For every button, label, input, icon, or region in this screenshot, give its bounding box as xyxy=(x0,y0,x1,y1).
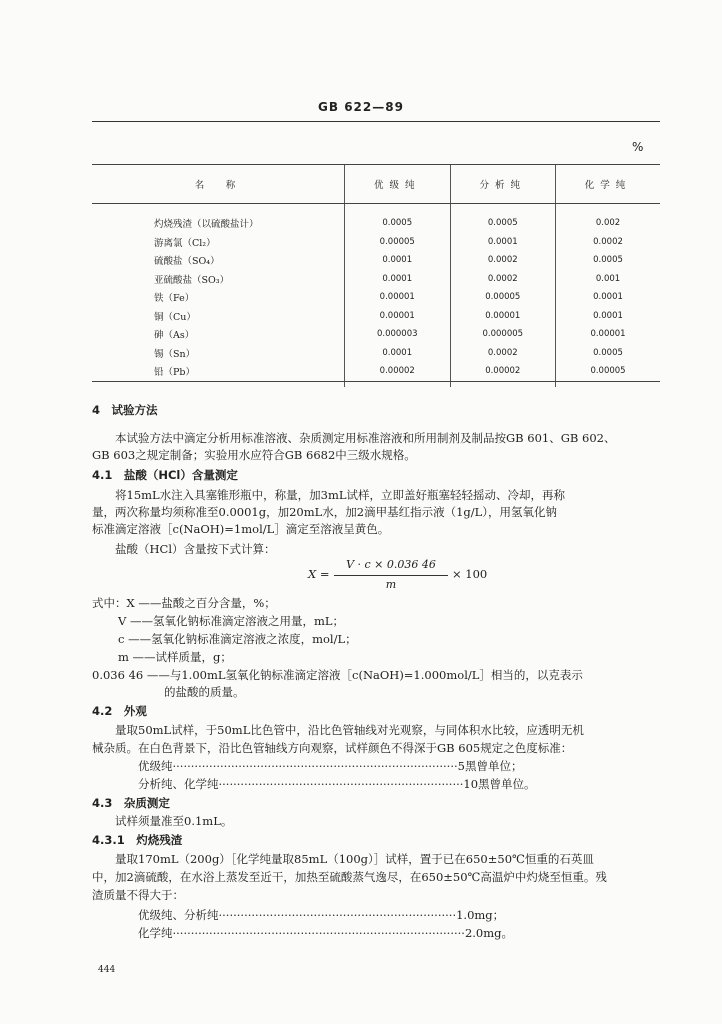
table-row xyxy=(92,344,660,363)
cell-cp: 0.0005 xyxy=(556,344,660,363)
s42-paragraph: 械杂质。在白色背景下，沿比色管轴线方向观察，试样颜色不得深于GB 605规定之色度标准： xyxy=(92,741,573,755)
section-4-2-title: 4.2 外观 xyxy=(92,704,147,718)
spec-table xyxy=(92,165,660,387)
table-row xyxy=(92,270,660,289)
cell-ar: 0.00005 xyxy=(450,288,556,307)
table-row xyxy=(92,251,660,270)
section-4-3-title: 4.3 杂质测定 xyxy=(92,796,170,810)
cell-gr: 0.00001 xyxy=(345,288,451,307)
cell-cp: 0.0001 xyxy=(556,288,660,307)
table-row xyxy=(92,325,660,344)
where-line: m ——试样质量，g； xyxy=(118,650,232,664)
where-line: V ——氢氧化钠标准滴定溶液之用量，mL； xyxy=(118,614,345,628)
s42-list-item: 优级纯··············································································5黑曾单位； xyxy=(138,759,523,773)
cell-ar: 0.0005 xyxy=(450,204,556,233)
cell-ar: 0.00001 xyxy=(450,307,556,326)
table-header-row xyxy=(92,165,660,204)
s431-paragraph: 渣质量不得大于： xyxy=(92,888,184,902)
formula-denominator: m xyxy=(385,578,397,591)
s41-paragraph: 标准滴定溶液［c(NaOH)=1mol/L］滴定至溶液呈黄色。 xyxy=(92,522,390,536)
cell-cp: 0.0002 xyxy=(556,233,660,252)
cell-ar: 0.00002 xyxy=(450,362,556,387)
row-name: 铜（Cu） xyxy=(154,311,196,323)
table-row xyxy=(92,233,660,252)
s42-paragraph: 量取50mL试样，于50mL比色管中，沿比色管轴线对光观察，与同体积水比较，应透明无机 xyxy=(115,723,584,737)
row-name: 游离氯（Cl₂） xyxy=(154,237,216,249)
s42-list-item: 分析纯、化学纯···································································10黑曾单位。 xyxy=(138,777,536,791)
table-row xyxy=(92,307,660,326)
col-header-name: 名 称 xyxy=(92,165,345,204)
cell-gr: 0.0001 xyxy=(345,270,451,289)
section-4-title: 4 试验方法 xyxy=(92,403,158,417)
s43-paragraph: 试样须量准至0.1mL。 xyxy=(115,814,233,828)
row-name: 铅（Pb） xyxy=(154,367,195,379)
formula-lhs: X = xyxy=(308,567,330,581)
formula-tail: × 100 xyxy=(452,567,488,581)
s41-paragraph: 盐酸（HCl）含量按下式计算： xyxy=(115,542,276,556)
where-line: 0.036 46 ——与1.00mL氢氧化钠标准滴定溶液［c(NaOH)=1.000mol/L］相当的，以克表示 xyxy=(92,668,583,682)
cell-gr: 0.000003 xyxy=(345,325,451,344)
cell-ar: 0.0002 xyxy=(450,270,556,289)
s431-paragraph: 中，加2滴硫酸，在水浴上蒸发至近干，加热至硫酸蒸气逸尽，在650±50℃高温炉中灼烧至恒重。残 xyxy=(92,870,607,884)
cell-gr: 0.0001 xyxy=(345,251,451,270)
page-header: GB 622—89 xyxy=(318,100,404,114)
s431-paragraph: 量取170mL（200g）［化学纯量取85mL（100g）］试样，置于已在650±50℃恒重的石英皿 xyxy=(115,852,594,866)
table-row xyxy=(92,204,660,233)
table-row xyxy=(92,288,660,307)
col-header-gr: 优级纯 xyxy=(345,165,451,204)
s431-list-item: 化学纯················································································2.0mg。 xyxy=(138,926,513,940)
formula-numerator: V · c × 0.036 46 xyxy=(346,558,436,571)
cell-cp: 0.001 xyxy=(556,270,660,289)
s41-paragraph: 将15mL水注入具塞锥形瓶中，称量，加3mL试样，立即盖好瓶塞轻轻摇动、冷却，再称 xyxy=(115,488,566,502)
cell-ar: 0.0002 xyxy=(450,344,556,363)
table-bottom-rule xyxy=(92,381,660,382)
col-header-cp: 化学纯 xyxy=(556,165,660,204)
row-name: 亚硫酸盐（SO₃） xyxy=(154,274,230,286)
cell-ar: 0.0001 xyxy=(450,233,556,252)
row-name: 铁（Fe） xyxy=(154,293,195,305)
row-name: 锡（Sn） xyxy=(154,348,196,360)
row-name: 灼烧残渣（以硫酸盐计） xyxy=(154,219,259,231)
page-number: 444 xyxy=(98,965,116,975)
col-header-ar: 分析纯 xyxy=(450,165,556,204)
where-line: c ——氢氧化钠标准滴定溶液之浓度，mol/L； xyxy=(118,632,357,646)
cell-gr: 0.0005 xyxy=(345,204,451,233)
cell-cp: 0.0005 xyxy=(556,251,660,270)
table-row xyxy=(92,362,660,387)
s4-paragraph: 本试验方法中滴定分析用标准溶液、杂质测定用标准溶液和所用制剂及制品按GB 601、GB 602、 xyxy=(115,431,616,445)
cell-gr: 0.0001 xyxy=(345,344,451,363)
cell-cp: 0.00005 xyxy=(556,362,660,387)
where-line: 的盐酸的质量。 xyxy=(164,685,245,699)
section-4-1-title: 4.1 盐酸（HCl）含量测定 xyxy=(92,468,238,482)
cell-gr: 0.00001 xyxy=(345,307,451,326)
cell-cp: 0.00001 xyxy=(556,325,660,344)
row-name: 硫酸盐（SO₄） xyxy=(154,256,220,268)
s4-paragraph: GB 603之规定制备；实验用水应符合GB 6682中三级水规格。 xyxy=(92,448,416,462)
where-line: 式中：X ——盐酸之百分含量，%； xyxy=(92,596,276,610)
cell-cp: 0.002 xyxy=(556,204,660,233)
cell-cp: 0.0001 xyxy=(556,307,660,326)
s431-list-item: 优级纯、分析纯·································································1.0mg； xyxy=(138,908,505,922)
unit-percent: % xyxy=(632,140,644,154)
cell-gr: 0.00005 xyxy=(345,233,451,252)
cell-ar: 0.0002 xyxy=(450,251,556,270)
s41-paragraph: 量，两次称量均须称准至0.0001g，加20mL水，加2滴甲基红指示液（1g/L），用氢氧化钠 xyxy=(92,505,558,519)
cell-gr: 0.00002 xyxy=(345,362,451,387)
section-4-3-1-title: 4.3.1 灼烧残渣 xyxy=(92,833,183,847)
header-rule xyxy=(92,121,660,122)
row-name: 砷（As） xyxy=(154,330,195,342)
formula-fraction-bar xyxy=(334,575,448,576)
cell-ar: 0.000005 xyxy=(450,325,556,344)
